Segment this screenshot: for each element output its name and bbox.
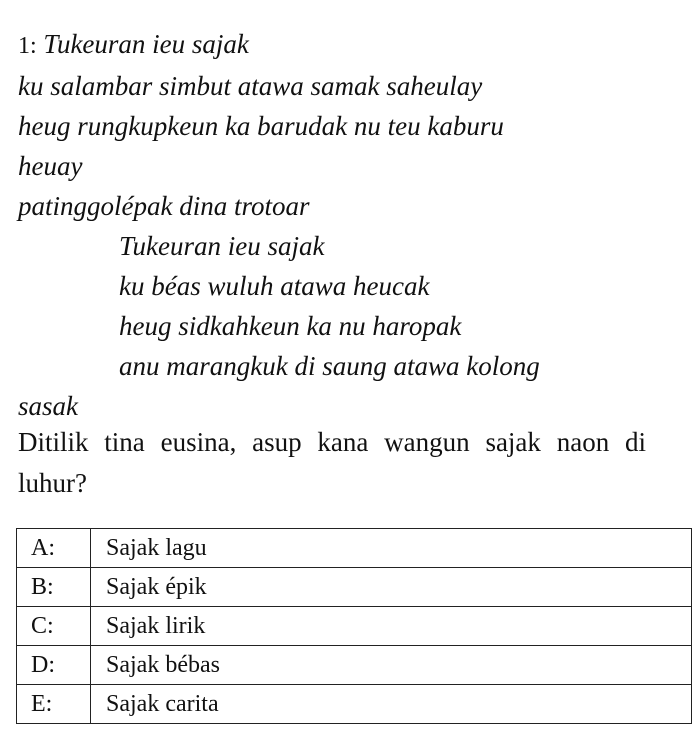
poem-line-5: patinggolépak dina trotoar (18, 191, 310, 221)
poem-line-2: ku salambar simbut atawa samak saheulay (18, 71, 483, 101)
poem-line-4: heuay (18, 151, 83, 181)
option-text: Sajak carita (91, 685, 692, 724)
option-text: Sajak épik (91, 568, 692, 607)
poem-line-3: heug rungkupkeun ka barudak nu teu kaburu (18, 111, 504, 141)
poem-line-10: sasak (18, 391, 78, 421)
answer-options-table (16, 528, 692, 724)
question-text: Ditilik tina eusina, asup kana wangun sajak naon di luhur? (18, 427, 646, 498)
option-letter: D: (17, 646, 91, 685)
option-row-b[interactable] (17, 568, 692, 607)
option-letter: B: (17, 568, 91, 607)
poem-line-text: Tukeuran ieu sajak (43, 29, 249, 59)
poem-excerpt (18, 24, 678, 426)
question-number: 1: (18, 33, 37, 59)
poem-line-1 (18, 24, 678, 66)
poem-line-8: heug sidkahkeun ka nu haropak (119, 311, 462, 341)
option-text: Sajak lagu (91, 529, 692, 568)
option-text: Sajak bébas (91, 646, 692, 685)
option-row-a[interactable] (17, 529, 692, 568)
poem-line-7: ku béas wuluh atawa heucak (119, 271, 430, 301)
option-row-c[interactable] (17, 607, 692, 646)
option-letter: A: (17, 529, 91, 568)
poem-line-6: Tukeuran ieu sajak (119, 231, 325, 261)
option-letter: C: (17, 607, 91, 646)
option-row-d[interactable] (17, 646, 692, 685)
option-letter: E: (17, 685, 91, 724)
option-row-e[interactable] (17, 685, 692, 724)
poem-line-9: anu marangkuk di saung atawa kolong (119, 351, 540, 381)
option-text: Sajak lirik (91, 607, 692, 646)
